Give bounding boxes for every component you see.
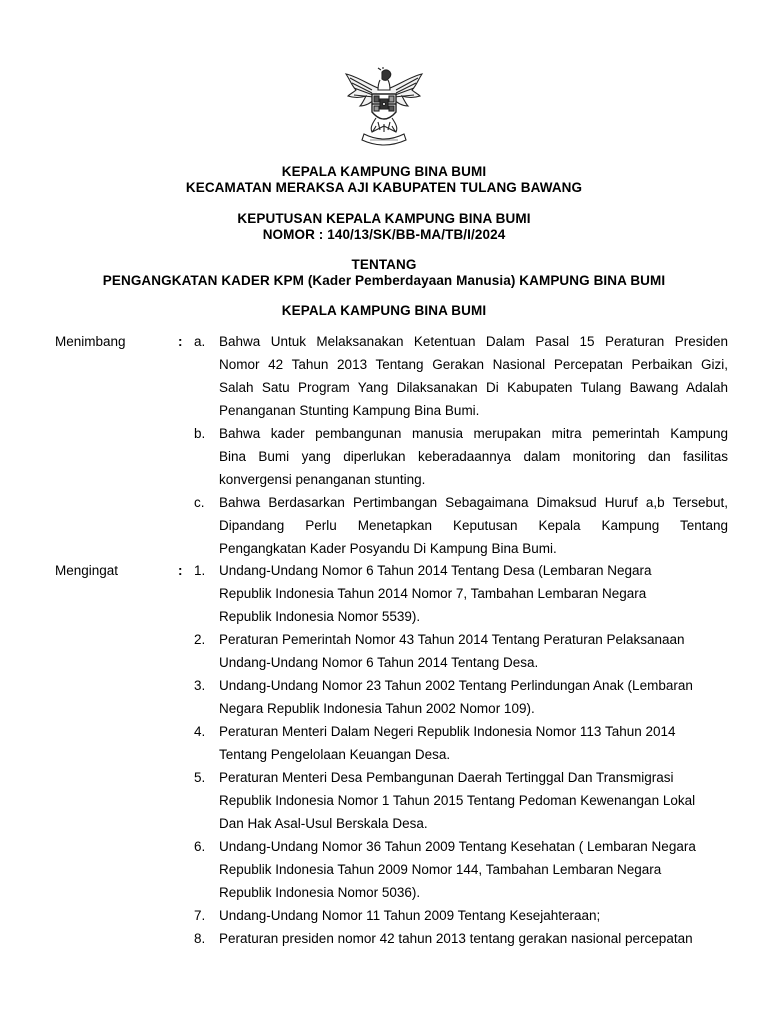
list-marker: 7.: [194, 908, 206, 923]
list-item-text: [219, 720, 728, 766]
text-line: Republik Indonesia Tahun 2014 Nomor 7, Tambahan Lembaran Negara: [219, 586, 647, 601]
header-line-1: KEPALA KAMPUNG BINA BUMI: [281, 164, 487, 179]
list-marker: a.: [194, 334, 206, 349]
list-marker: 5.: [194, 770, 206, 785]
text-line: Undang-Undang Nomor 11 Tahun 2009 Tentang Kesejahteraan;: [219, 908, 601, 923]
text-line: Salah Satu Program Yang Dilaksanakan Di Kabupaten Tulang Bawang Adalah: [219, 380, 728, 395]
text-line: Tentang Pengelolaan Keuangan Desa.: [219, 747, 451, 762]
text-line: Bahwa Untuk Melaksanakan Ketentuan Dalam Pasal 15 Peraturan Presiden: [219, 334, 728, 349]
text-line: Peraturan Menteri Dalam Negeri Republik Indonesia Nomor 113 Tahun 2014: [219, 724, 676, 739]
mengingat-label: Mengingat: [55, 563, 119, 578]
list-marker: 8.: [194, 931, 206, 946]
about-label: TENTANG: [351, 257, 417, 272]
header-line-2: KECAMATAN MERAKSA AJI KABUPATEN TULANG BAWANG: [185, 180, 583, 195]
text-line: Pengangkatan Kader Posyandu Di Kampung Bina Bumi.: [219, 541, 557, 556]
text-line: Republik Indonesia Tahun 2009 Nomor 144, Tambahan Lembaran Negara: [219, 862, 662, 877]
text-line: Bahwa Berdasarkan Pertimbangan Sebagaimana Dimaksud Huruf a,b Tersebut,: [219, 495, 728, 510]
mengingat-colon: :: [178, 563, 183, 578]
text-line: Bahwa kader pembangunan manusia merupakan mitra pemerintah Kampung: [219, 426, 728, 441]
text-line: Peraturan presiden nomor 42 tahun 2013 tentang gerakan nasional percepatan: [219, 931, 693, 946]
list-item-text: [219, 927, 728, 950]
list-item-text: [219, 559, 728, 628]
text-line: Dipandang Perlu Menetapkan Keputusan Kepala Kampung Tentang: [219, 518, 728, 533]
list-item-text: [219, 628, 728, 674]
text-line: Undang-Undang Nomor 6 Tahun 2014 Tentang Desa.: [219, 655, 539, 670]
text-line: Undang-Undang Nomor 6 Tahun 2014 Tentang Desa (Lembaran Negara: [219, 563, 652, 578]
list-item-text: [219, 904, 728, 927]
text-line: Republik Indonesia Nomor 5539).: [219, 609, 421, 624]
list-item-text: [219, 674, 728, 720]
signatory-heading: [0, 303, 768, 319]
text-line: Peraturan Menteri Desa Pembangunan Daerah Tertinggal Dan Transmigrasi: [219, 770, 674, 785]
decision-title: KEPUTUSAN KEPALA KAMPUNG BINA BUMI: [237, 211, 531, 226]
list-marker: c.: [194, 495, 205, 510]
list-marker: b.: [194, 426, 206, 441]
text-line: Undang-Undang Nomor 36 Tahun 2009 Tentang Kesehatan ( Lembaran Negara: [219, 839, 696, 854]
text-line: Republik Indonesia Nomor 1 Tahun 2015 Tentang Pedoman Kewenangan Lokal: [219, 793, 696, 808]
text-line: Dan Hak Asal-Usul Berskala Desa.: [219, 816, 428, 831]
text-line: Undang-Undang Nomor 23 Tahun 2002 Tentang Perlindungan Anak (Lembaran: [219, 678, 693, 693]
garuda-emblem-icon: [342, 66, 426, 148]
list-marker: 2.: [194, 632, 206, 647]
list-item-text: [219, 330, 728, 422]
text-line: Nomor 42 Tahun 2013 Tentang Gerakan Nasional Percepatan Perbaikan Gizi,: [219, 357, 728, 372]
list-marker: 4.: [194, 724, 206, 739]
subject-heading: [0, 257, 768, 289]
text-line: konvergensi penanganan stunting.: [219, 472, 426, 487]
decision-heading: [0, 211, 768, 243]
list-marker: 3.: [194, 678, 206, 693]
decision-number: NOMOR : 140/13/SK/BB-MA/TB/I/2024: [262, 227, 506, 242]
list-item-text: [219, 491, 728, 560]
list-marker: 1.: [194, 563, 206, 578]
signatory-title: KEPALA KAMPUNG BINA BUMI: [281, 303, 487, 318]
document-header: [0, 164, 768, 196]
list-item-text: [219, 835, 728, 904]
menimbang-colon: :: [178, 334, 183, 349]
list-item-text: [219, 422, 728, 491]
text-line: Republik Indonesia Nomor 5036).: [219, 885, 421, 900]
text-line: Bina Bumi yang diperlukan keberadaannya dalam monitoring dan fasilitas: [219, 449, 728, 464]
text-line: Negara Republik Indonesia Tahun 2002 Nomor 109).: [219, 701, 535, 716]
text-line: Peraturan Pemerintah Nomor 43 Tahun 2014 Tentang Peraturan Pelaksanaan: [219, 632, 685, 647]
list-item-text: [219, 766, 728, 835]
list-marker: 6.: [194, 839, 206, 854]
text-line: Penanganan Stunting Kampung Bina Bumi.: [219, 403, 480, 418]
menimbang-label: Menimbang: [55, 334, 126, 349]
subject-title: PENGANGKATAN KADER KPM (Kader Pemberdayaan Manusia) KAMPUNG BINA BUMI: [102, 273, 666, 288]
